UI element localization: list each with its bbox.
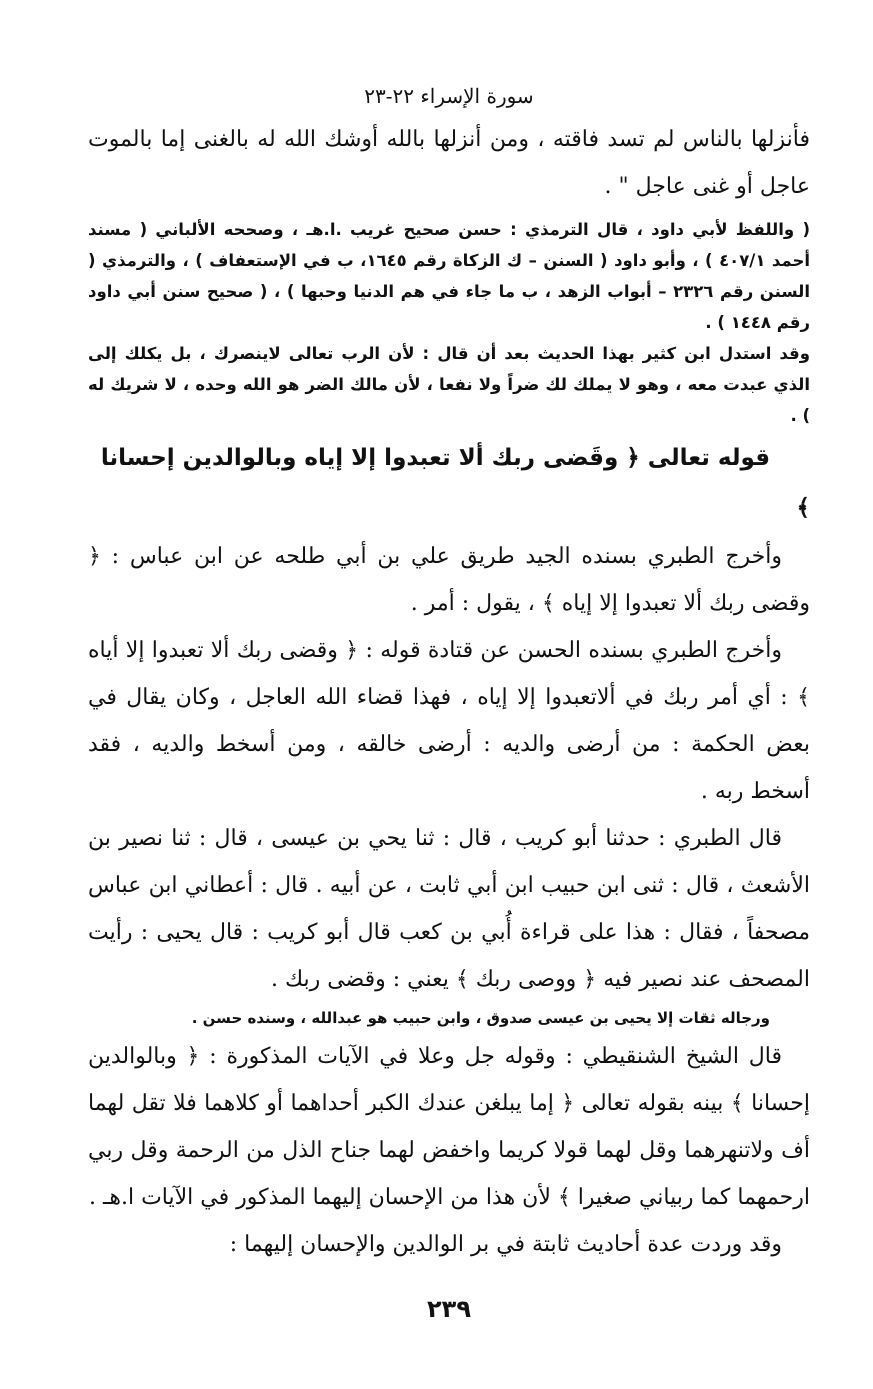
footnote-rijal: ورجاله ثقات إلا يحيى بن عيسى صدوق ، وابن حبيب هو عبدالله ، وسنده حسن . (191, 1009, 770, 1027)
section-heading-verse: قوله تعالى ﴿ وقَضى ربك ألا تعبدوا إلا إياه وبالوالدين إحسانا ﴾ (100, 445, 810, 521)
document-page (88, 82, 810, 1322)
paragraph-tabari-3: قال الطبري : حدثنا أبو كريب ، قال : ثنا يحي بن عيسى ، قال : ثنا نصير بن الأشعث ، قال : ثنى ابن حبيب ابن أبي ثابت ، عن أبيه . قال : أعطاني ابن عباس مصحفاً ، فقال : هذا على قراءة أُبي بن كعب قال أبو كريب : قال يحيى : رأيت المصحف عند نصير فيه ﴿ ووصى ربك ﴾ يعني : وقضى ربك . (88, 826, 811, 992)
paragraph-shinqiti: قال الشيخ الشنقيطي : وقوله جل وعلا في الآيات المذكورة : ﴿ وبالوالدين إحسانا ﴾ بينه بقوله تعالى ﴿ إما يبلغن عندك الكبر أحداهما أو كلاهما فلا تقل لهما أف ولاتنهرهما وقل لهما قولا كريما واخفض لهما جناح الذل من الرحمة وقل ربي ارحمهما كما ربياني صغيرا ﴾ لأن هذا من الإحسان إليهما المذكور في الآيات ا.هـ . (88, 1044, 810, 1210)
page-number: ٢٣٩ (427, 1295, 471, 1323)
footnote-ibn-kathir: وقد استدل ابن كثير بهذا الحديث بعد أن قال : لأن الرب تعالى لاينصرك ، بل يكلك إلى الذي عبدت معه ، وهو لا يملك لك ضراً ولا نفعا ، لأن مالك الضر هو الله وحده ، لا شريك له ) . (88, 344, 810, 425)
footnote-takhrij: ( واللفظ لأبي داود ، قال الترمذي : حسن صحيح غريب .ا.هـ ، وصححه الألباني ( مسند أحمد ٤٠٧/١ ) ، وأبو داود ( السنن – ك الزكاة رقم ١٦٤٥، ب في الإستعفاف ) ، والترمذي ( السنن رقم ٢٣٢٦ – أبواب الزهد ، ب ما جاء في هم الدنيا وحبها ) ، ( صحيح سنن أبي داود رقم ١٤٤٨ ) . (88, 220, 811, 332)
paragraph-intro: فأنزلها بالناس لم تسد فاقته ، ومن أنزلها بالله أوشك الله له بالغنى إما بالموت عاجل أو غنى عاجل " . (88, 127, 810, 199)
running-title: سورة الإسراء ٢٢-٢٣ (364, 84, 534, 108)
paragraph-tabari-1: وأخرج الطبري بسنده الجيد طريق علي بن أبي طلحه عن ابن عباس : ﴿ وقضى ربك ألا تعبدوا إلا إياه ﴾ ، يقول : أمر . (88, 544, 810, 616)
paragraph-closing: وقد وردت عدة أحاديث ثابتة في بر الوالدين والإحسان إليهما : (229, 1232, 782, 1257)
paragraph-tabari-2: وأخرج الطبري بسنده الحسن عن قتادة قوله : ﴿ وقضى ربك ألا تعبدوا إلا أياه ﴾ : أي أمر ربك في ألاتعبدوا إلا إياه ، فهذا قضاء الله العاجل ، وكان يقال في بعض الحكمة : من أرضى والديه : أرضى خالقه ، ومن أسخط والديه ، فقد أسخط ربه . (88, 638, 810, 804)
